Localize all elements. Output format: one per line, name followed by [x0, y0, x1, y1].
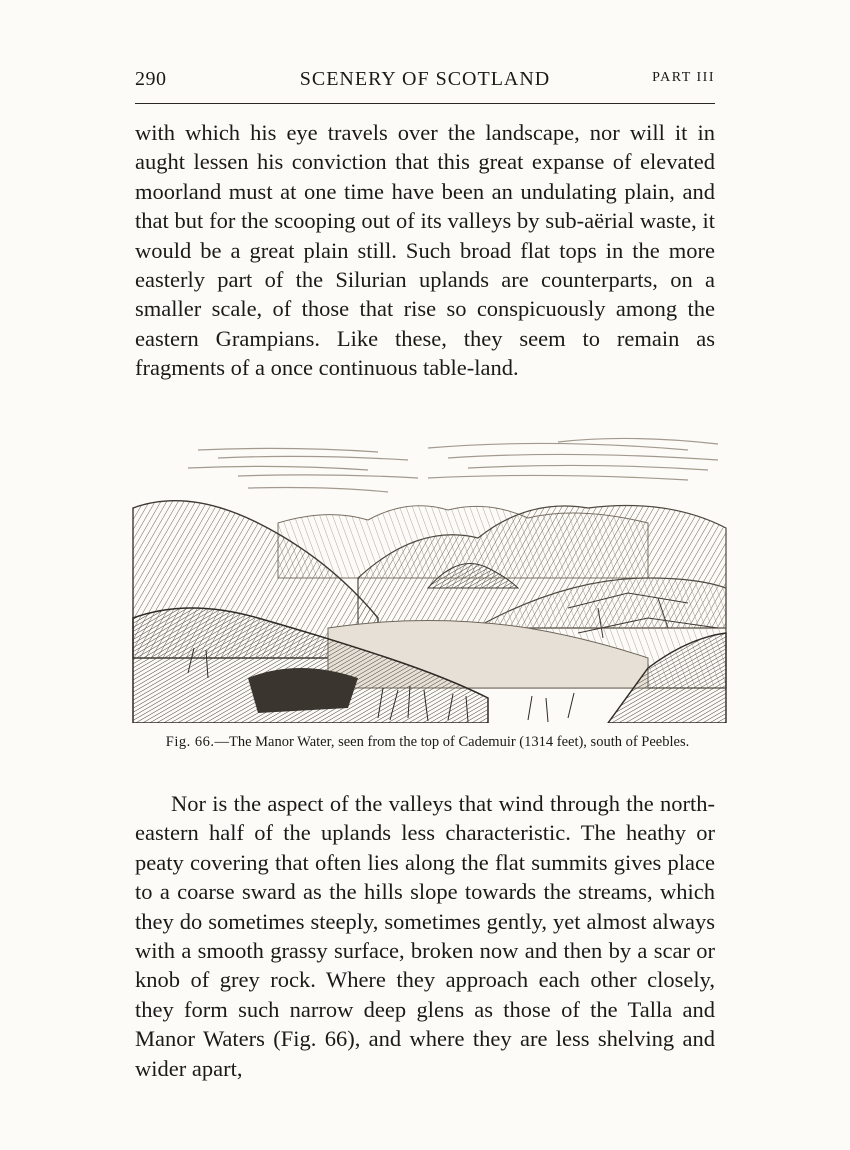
- figure-caption-text: —The Manor Water, seen from the top of Cademuir (1314 feet), south of Peebles.: [214, 734, 690, 750]
- header-rule: [135, 103, 715, 104]
- running-title: SCENERY OF SCOTLAND: [299, 68, 551, 90]
- figure-label: Fig. 66.: [165, 734, 215, 750]
- part-label: PART III: [652, 70, 715, 85]
- landscape-engraving: [128, 428, 728, 723]
- body-paragraph-1: with which his eye travels over the landscape, nor will it in aught lessen his conviction that this great expanse of elevated moorland must at one time have been an undulating plain, and that but for the scooping out of its valleys by sub-aërial waste, it would be a great plain still. Such broad flat tops in the more easterly part of the Silurian uplands are counterparts, on a smaller scale, of those that rise so conspicuously among the eastern Grampians. Like these, they seem to remain as fragments of a once continuous table-land.: [135, 120, 715, 381]
- page-header: [135, 68, 715, 98]
- body-paragraph-2: Nor is the aspect of the valleys that wind through the north-eastern half of the uplands less characteristic. The heathy or peaty covering that often lies along the flat summits gives place to a coarse sward as the hills slope towards the streams, which they do sometimes steeply, sometimes gently, yet almost always with a smooth grassy surface, broken now and then by a scar or knob of grey rock. Where they approach each other closely, they form such narrow deep glens as those of the Talla and Manor Waters (Fig. 66), and where they are less shelving and wider apart,: [135, 791, 715, 1081]
- page-number: 290: [135, 68, 167, 90]
- figure-caption: [140, 733, 715, 751]
